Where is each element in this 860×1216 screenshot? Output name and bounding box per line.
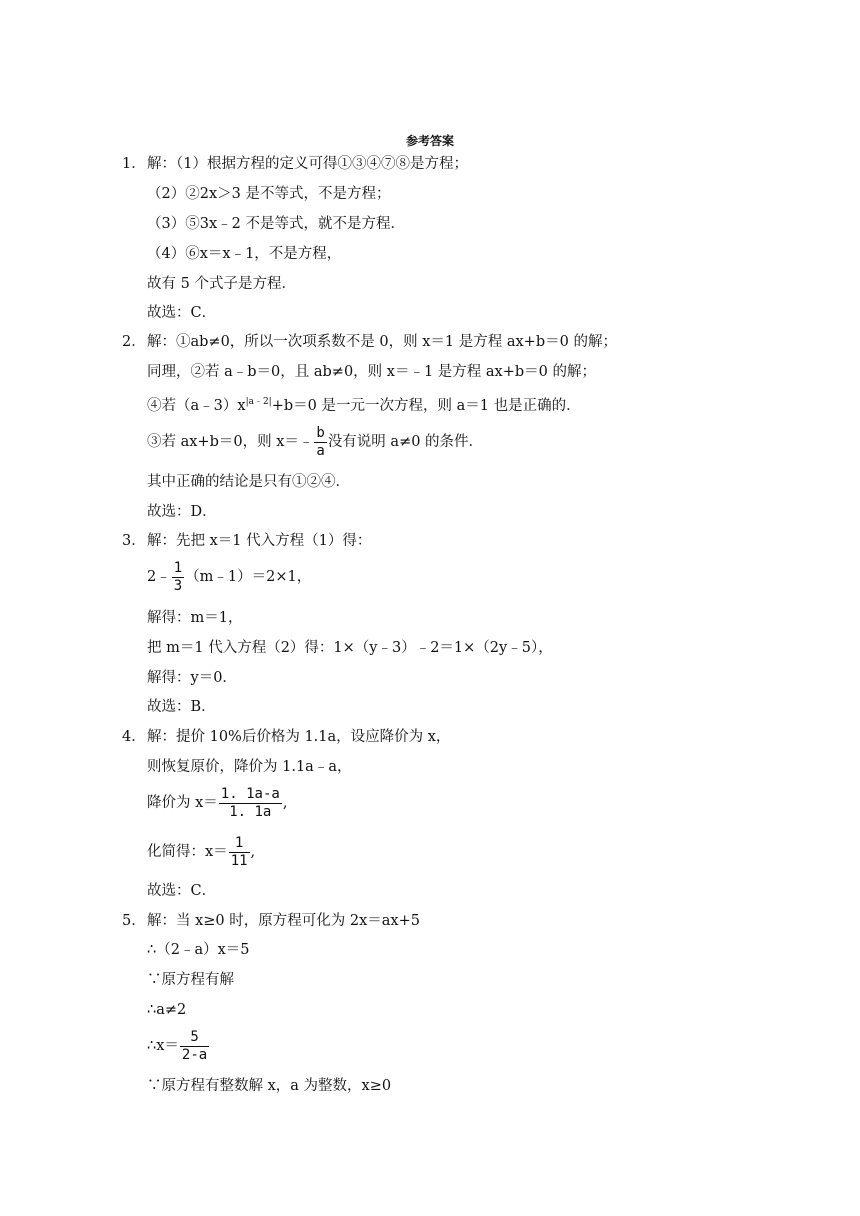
q5-line-3: ∵原方程有解 bbox=[147, 972, 234, 988]
q3-line-2-a: 2﹣ bbox=[147, 569, 171, 585]
q4-fraction-2-numerator: 1 bbox=[229, 835, 250, 853]
q3-fraction bbox=[172, 560, 184, 595]
q2-fraction-numerator: b bbox=[316, 424, 325, 441]
q5-line-2: ∴（2﹣a）x＝5 bbox=[147, 942, 250, 958]
q5-fraction-denominator: 2-a bbox=[181, 1046, 208, 1063]
q4-fraction-1-numerator: 1. 1a-a bbox=[220, 785, 280, 802]
q4-line-5: 故选：C． bbox=[147, 883, 217, 899]
q4-fraction-1 bbox=[219, 786, 282, 821]
q5-line-4: ∴a≠2 bbox=[147, 1002, 187, 1018]
q2-line-3-b: +b＝0 是一元一次方程，则 a＝1 也是正确的． bbox=[271, 397, 581, 414]
q2-line-4-b: 没有说明 a≠0 的条件． bbox=[327, 434, 484, 450]
q1-line-4: （4）⑥x＝x﹣1，不是方程， bbox=[147, 246, 342, 262]
q5-line-6: ∵原方程有整数解 x，a 为整数，x≥0 bbox=[147, 1078, 392, 1094]
q4-line-2: 则恢复原价，降价为 1.1a﹣a， bbox=[147, 759, 352, 775]
q2-line-3-a: ④若（a﹣3）x bbox=[147, 397, 246, 414]
q3-fraction-numerator: 1 bbox=[173, 559, 183, 576]
q1-line-5: 故有 5 个式子是方程． bbox=[147, 276, 296, 292]
q1-number: 1． bbox=[122, 156, 146, 172]
q5-fraction bbox=[180, 1029, 209, 1064]
q2-number: 2． bbox=[122, 334, 146, 350]
q2-line-5: 其中正确的结论是只有①②④． bbox=[147, 474, 350, 490]
q4-fraction-2 bbox=[229, 835, 250, 870]
q3-fraction-denominator: 3 bbox=[173, 577, 183, 594]
q4-number: 4． bbox=[122, 729, 146, 745]
q4-line-4-b: , bbox=[250, 844, 256, 860]
q5-fraction-numerator: 5 bbox=[180, 1029, 209, 1047]
q3-line-4: 把 m＝1 代入方程（2）得：1×（y﹣3）﹣2＝1×（2y﹣5）， bbox=[147, 640, 553, 656]
q5-line-1: 解：当 x≥0 时，原方程可化为 2x＝ax+5 bbox=[147, 913, 420, 929]
q3-line-2-b: （m﹣1）＝2×1， bbox=[185, 569, 312, 585]
q2-line-4 bbox=[147, 422, 483, 462]
q4-line-3-b: , bbox=[282, 795, 288, 811]
q5-line-5-a: ∴x＝ bbox=[147, 1038, 179, 1054]
q2-line-2: 同理，②若 a﹣b＝0，且 ab≠0，则 x＝﹣1 是方程 ax+b＝0 的解； bbox=[147, 364, 596, 380]
q4-fraction-1-denominator: 1. 1a bbox=[229, 803, 272, 820]
q1-line-2: （2）②2x＞3 是不等式，不是方程； bbox=[147, 186, 391, 202]
q3-number: 3． bbox=[122, 533, 146, 549]
q3-line-2 bbox=[147, 557, 311, 597]
q4-line-4-a: 化简得：x＝ bbox=[147, 844, 228, 860]
q5-line-5 bbox=[147, 1026, 210, 1066]
q4-line-3 bbox=[147, 783, 287, 823]
q3-line-5: 解得：y＝0． bbox=[147, 670, 237, 686]
q2-exponent: |a﹣2| bbox=[245, 397, 272, 407]
q2-line-1: 解：①ab≠0，所以一次项系数不是 0，则 x＝1 是方程 ax+b＝0 的解； bbox=[147, 334, 617, 350]
q3-line-3: 解得：m＝1， bbox=[147, 610, 243, 626]
q1-line-3: （3）⑤3x﹣2 不是等式，就不是方程． bbox=[147, 216, 405, 232]
q4-line-4 bbox=[147, 832, 255, 872]
q2-line-3 bbox=[147, 392, 581, 416]
q2-line-6: 故选：D． bbox=[147, 504, 217, 520]
q2-line-4-a: ③若 ax+b＝0，则 x＝﹣ bbox=[147, 434, 314, 450]
q1-line-6: 故选：C． bbox=[147, 305, 217, 321]
q2-fraction-denominator: a bbox=[316, 442, 325, 459]
q3-line-1: 解：先把 x＝1 代入方程（1）得： bbox=[147, 533, 372, 549]
q1-line-1: 解：（1）根据方程的定义可得①③④⑦⑧是方程； bbox=[147, 156, 468, 172]
q4-fraction-2-denominator: 11 bbox=[230, 852, 248, 869]
page-title: 参考答案 bbox=[405, 134, 454, 148]
q4-line-3-a: 降价为 x＝ bbox=[147, 795, 218, 811]
q5-number: 5． bbox=[122, 913, 146, 929]
q3-line-6: 故选：B． bbox=[147, 699, 216, 715]
q2-fraction bbox=[314, 425, 326, 460]
q4-line-1: 解：提价 10%后价格为 1.1a，设应降价为 x， bbox=[147, 729, 451, 745]
